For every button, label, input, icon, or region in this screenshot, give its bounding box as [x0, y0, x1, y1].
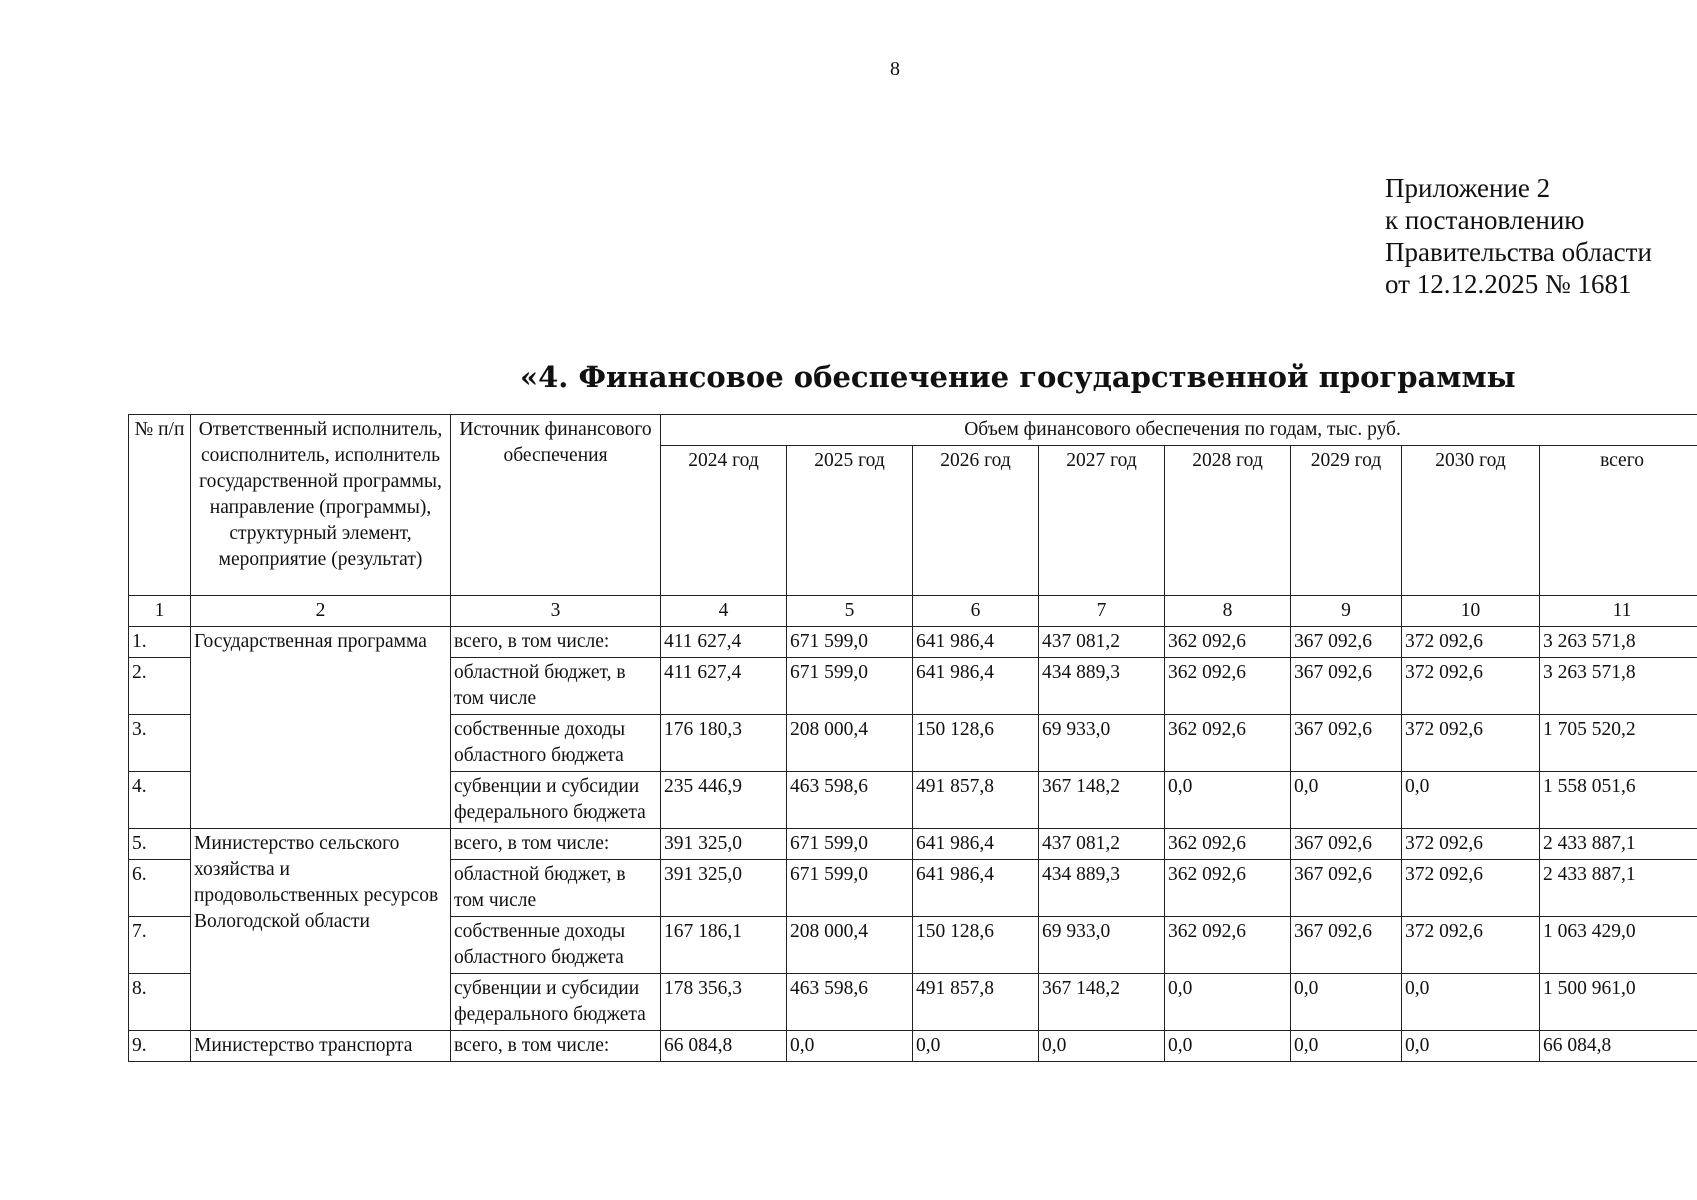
appendix-line: Приложение 2 [1385, 173, 1551, 203]
responsible-name: Министерство сельского хозяйства и продовольственных ресурсов Вологодской области [191, 829, 451, 1031]
year-value: 362 092,6 [1165, 658, 1291, 715]
row-number: 2. [129, 658, 191, 715]
year-value: 434 889,3 [1039, 860, 1165, 917]
table-row [129, 627, 1697, 658]
funding-source: всего, в том числе: [451, 1031, 661, 1062]
year-value: 235 446,9 [661, 772, 787, 829]
year-value: 391 325,0 [661, 829, 787, 860]
year-value: 176 180,3 [661, 715, 787, 772]
year-value: 0,0 [913, 1031, 1039, 1062]
year-value: 372 092,6 [1402, 715, 1540, 772]
header-num: № п/п [129, 415, 191, 596]
year-value: 362 092,6 [1165, 715, 1291, 772]
year-value: 362 092,6 [1165, 860, 1291, 917]
total-value: 1 500 961,0 [1540, 974, 1697, 1031]
row-number: 6. [129, 860, 191, 917]
total-value: 1 063 429,0 [1540, 917, 1697, 974]
column-number: 2 [191, 596, 451, 627]
header-year: 2025 год [787, 446, 913, 596]
year-value: 671 599,0 [787, 627, 913, 658]
year-value: 367 092,6 [1291, 829, 1402, 860]
year-value: 362 092,6 [1165, 627, 1291, 658]
document-title: «4. Финансовое обеспечение государственной программы [520, 360, 1516, 394]
appendix-block [1385, 172, 1652, 300]
year-value: 641 986,4 [913, 658, 1039, 715]
year-value: 367 092,6 [1291, 917, 1402, 974]
year-value: 671 599,0 [787, 829, 913, 860]
year-value: 0,0 [1291, 1031, 1402, 1062]
year-value: 0,0 [1402, 974, 1540, 1031]
year-value: 434 889,3 [1039, 658, 1165, 715]
total-value: 1 558 051,6 [1540, 772, 1697, 829]
year-value: 367 092,6 [1291, 658, 1402, 715]
header-total: всего [1540, 446, 1697, 596]
total-value: 2 433 887,1 [1540, 829, 1697, 860]
year-value: 491 857,8 [913, 974, 1039, 1031]
funding-source: собственные доходы областного бюджета [451, 917, 661, 974]
column-number: 4 [661, 596, 787, 627]
year-value: 641 986,4 [913, 627, 1039, 658]
total-value: 3 263 571,8 [1540, 627, 1697, 658]
year-value: 0,0 [1291, 974, 1402, 1031]
column-number: 7 [1039, 596, 1165, 627]
year-value: 0,0 [1165, 974, 1291, 1031]
header-year: 2026 год [913, 446, 1039, 596]
row-number: 4. [129, 772, 191, 829]
year-value: 362 092,6 [1165, 829, 1291, 860]
year-value: 367 092,6 [1291, 627, 1402, 658]
column-number: 6 [913, 596, 1039, 627]
header-responsible: Ответственный исполнитель, соисполнитель, исполнитель государственной программы, направление (программы), структурный элемент, мероприятие (результат) [191, 415, 451, 596]
year-value: 208 000,4 [787, 917, 913, 974]
year-value: 391 325,0 [661, 860, 787, 917]
funding-source: областной бюджет, в том числе [451, 658, 661, 715]
year-value: 178 356,3 [661, 974, 787, 1031]
year-value: 66 084,8 [661, 1031, 787, 1062]
column-number: 3 [451, 596, 661, 627]
year-value: 167 186,1 [661, 917, 787, 974]
responsible-name: Государственная программа [191, 627, 451, 829]
year-value: 372 092,6 [1402, 917, 1540, 974]
table-row [129, 1031, 1697, 1062]
header-year: 2024 год [661, 446, 787, 596]
year-value: 372 092,6 [1402, 627, 1540, 658]
year-value: 671 599,0 [787, 658, 913, 715]
total-value: 66 084,8 [1540, 1031, 1697, 1062]
year-value: 0,0 [1402, 1031, 1540, 1062]
year-value: 367 092,6 [1291, 860, 1402, 917]
table-row [129, 829, 1697, 860]
column-number: 11 [1540, 596, 1697, 627]
year-value: 437 081,2 [1039, 627, 1165, 658]
header-row [129, 415, 1697, 446]
year-value: 372 092,6 [1402, 829, 1540, 860]
year-value: 372 092,6 [1402, 860, 1540, 917]
appendix-line: от 12.12.2025 № 1681 [1385, 269, 1632, 299]
year-value: 0,0 [1165, 1031, 1291, 1062]
year-value: 0,0 [1402, 772, 1540, 829]
row-number: 9. [129, 1031, 191, 1062]
funding-source: субвенции и субсидии федерального бюджета [451, 772, 661, 829]
row-number: 1. [129, 627, 191, 658]
year-value: 69 933,0 [1039, 917, 1165, 974]
header-year: 2027 год [1039, 446, 1165, 596]
header-year: 2028 год [1165, 446, 1291, 596]
year-value: 0,0 [1291, 772, 1402, 829]
row-number: 7. [129, 917, 191, 974]
financing-table [128, 414, 1697, 1062]
total-value: 1 705 520,2 [1540, 715, 1697, 772]
header-year: 2030 год [1402, 446, 1540, 596]
year-value: 367 092,6 [1291, 715, 1402, 772]
year-value: 463 598,6 [787, 974, 913, 1031]
total-value: 3 263 571,8 [1540, 658, 1697, 715]
header-year: 2029 год [1291, 446, 1402, 596]
page-number: 8 [890, 58, 900, 80]
year-value: 367 148,2 [1039, 772, 1165, 829]
year-value: 671 599,0 [787, 860, 913, 917]
row-number: 8. [129, 974, 191, 1031]
row-number: 5. [129, 829, 191, 860]
year-value: 411 627,4 [661, 658, 787, 715]
header-source: Источник финансового обеспечения [451, 415, 661, 596]
column-number: 9 [1291, 596, 1402, 627]
funding-source: субвенции и субсидии федерального бюджета [451, 974, 661, 1031]
year-value: 372 092,6 [1402, 658, 1540, 715]
year-value: 150 128,6 [913, 917, 1039, 974]
year-value: 437 081,2 [1039, 829, 1165, 860]
header-volume-group: Объем финансового обеспечения по годам, тыс. руб. [661, 415, 1697, 446]
total-value: 2 433 887,1 [1540, 860, 1697, 917]
year-value: 367 148,2 [1039, 974, 1165, 1031]
column-number: 10 [1402, 596, 1540, 627]
responsible-name: Министерство транспорта [191, 1031, 451, 1062]
year-value: 150 128,6 [913, 715, 1039, 772]
year-value: 0,0 [1165, 772, 1291, 829]
year-value: 491 857,8 [913, 772, 1039, 829]
appendix-line: Правительства области [1385, 237, 1652, 267]
appendix-line: к постановлению [1385, 205, 1585, 235]
year-value: 362 092,6 [1165, 917, 1291, 974]
funding-source: всего, в том числе: [451, 627, 661, 658]
year-value: 641 986,4 [913, 860, 1039, 917]
year-value: 0,0 [1039, 1031, 1165, 1062]
column-number: 1 [129, 596, 191, 627]
year-value: 641 986,4 [913, 829, 1039, 860]
year-value: 69 933,0 [1039, 715, 1165, 772]
column-number: 5 [787, 596, 913, 627]
funding-source: областной бюджет, в том числе [451, 860, 661, 917]
column-number: 8 [1165, 596, 1291, 627]
column-numbers-row [129, 596, 1697, 627]
funding-source: всего, в том числе: [451, 829, 661, 860]
year-value: 411 627,4 [661, 627, 787, 658]
funding-source: собственные доходы областного бюджета [451, 715, 661, 772]
year-value: 0,0 [787, 1031, 913, 1062]
row-number: 3. [129, 715, 191, 772]
year-value: 208 000,4 [787, 715, 913, 772]
year-value: 463 598,6 [787, 772, 913, 829]
